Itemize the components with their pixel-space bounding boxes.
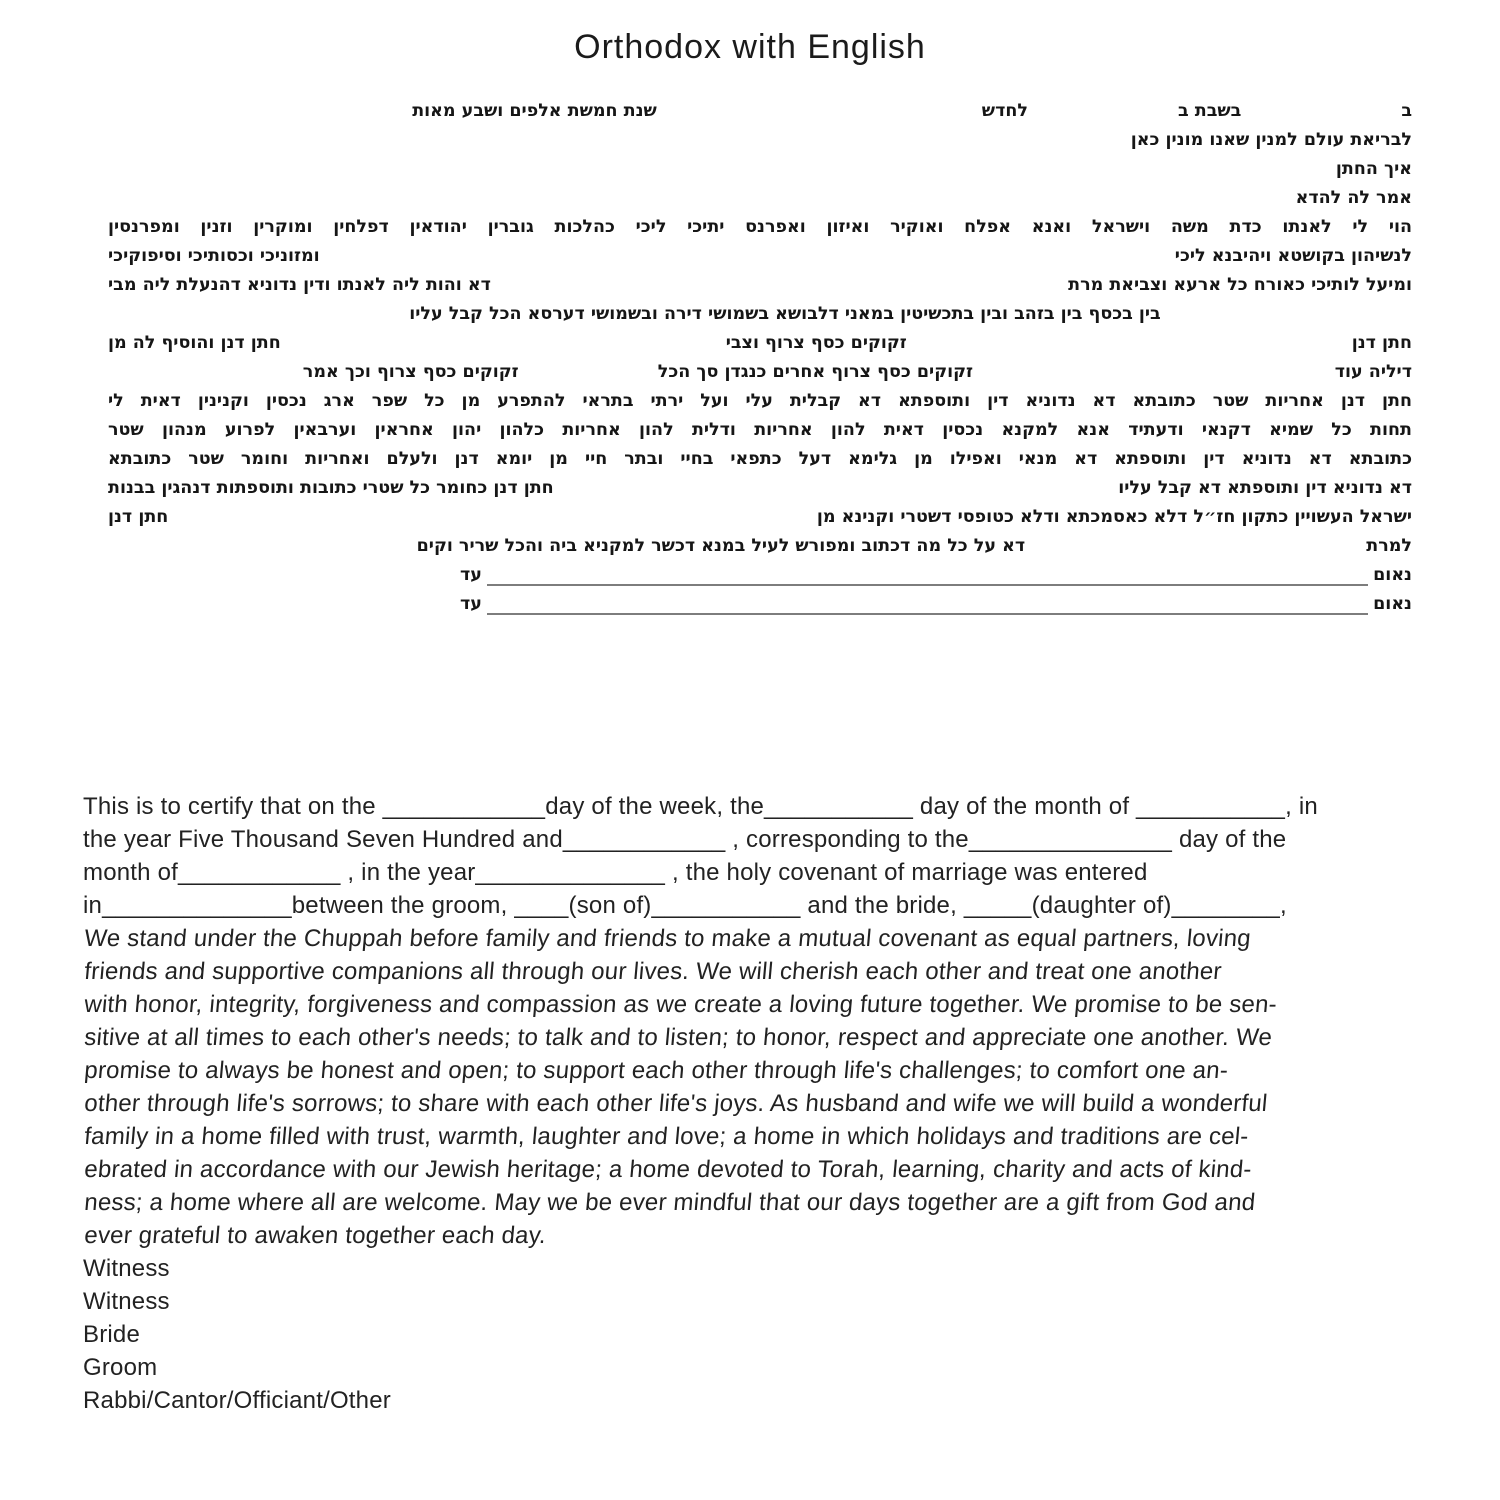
hebrew-date-line bbox=[108, 97, 1412, 126]
covenant-line-7: family in a home filled with trust, warmth, laughter and love; a home in which holidays and traditions are cel- bbox=[83, 1123, 1250, 1150]
document-title: Orthodox with English bbox=[574, 28, 926, 66]
covenant-line-4: sitive at all times to each other's needs; to talk and to listen; to honor, respect and appreciate one another. We bbox=[83, 1024, 1274, 1051]
witness-label-2: עד bbox=[460, 594, 482, 614]
hebrew-bride-left: דא והות ליה לאנתו ודין נדוניא דהנעלת ליה מבי bbox=[108, 275, 491, 295]
covenant-line-5: promise to always be honest and open; to support each other through life's challenges; to comfort one an- bbox=[83, 1057, 1230, 1084]
hebrew-year-label: שנת חמשת אלפים ושבע מאות bbox=[412, 101, 657, 121]
hebrew-confirmation-mid: דא על כל מה דכתוב ומפורש לעיל במנא דכשר למקניא ביה והכל שריר וקים bbox=[416, 536, 1026, 556]
signature-labels-block bbox=[83, 1252, 1432, 1417]
hebrew-bride-right: ומיעל לותיכי כאורח כל ארעא וצביאת מרת bbox=[1068, 275, 1412, 295]
hebrew-surety-line-1: חתן דנן אחריות שטר כתובתא דא נדוניא דין ותוספתא דא קבלית עלי ועל ירתי בתראי להתפרע מן כל שפר ארג נכסין וקנינין דאית לי bbox=[108, 391, 1412, 411]
blank-bride-name bbox=[1025, 550, 1366, 551]
signature-label-officiant: Rabbi/Cantor/Officiant/Other bbox=[83, 1387, 391, 1414]
covenant-line-1: We stand under the Chuppah before family and friends to make a mutual covenant as equal partners, loving bbox=[83, 925, 1253, 952]
hebrew-addition-mid: זקוקים כסף צרוף אחרים כנגדן סך הכל bbox=[657, 362, 973, 382]
certificate-line-2: the year Five Thousand Seven Hundred and____________ , corresponding to the_______________ day of the bbox=[83, 826, 1287, 853]
hebrew-acceptance-right: דא נדוניא דין ותוספתא דא קבל עליו bbox=[1118, 478, 1412, 498]
hebrew-month-label: לחדש bbox=[981, 101, 1028, 121]
hebrew-support-line bbox=[108, 242, 1412, 271]
signature-label-bride: Bride bbox=[83, 1321, 141, 1348]
hebrew-kinyan-line bbox=[108, 503, 1412, 532]
covenant-line-10: ever grateful to awaken together each day. bbox=[83, 1222, 548, 1249]
covenant-line-9: ness; a home where all are welcome. May we be ever mindful that our days together are a gift from God and bbox=[83, 1189, 1257, 1216]
hebrew-bride-consent-line bbox=[108, 271, 1412, 300]
hebrew-surety-line-2: תחות כל שמיא דקנאי ודעתיד אנא למקנא נכסין דאית להון אחריות ודלית להון אחריות כלהון יהון אחראין וערבאין לפרוע מנהון שטר bbox=[108, 420, 1412, 440]
hebrew-text-section bbox=[0, 97, 1500, 619]
certificate-line-1: This is to certify that on the ____________day of the week, the___________ day of the month of ___________, in bbox=[83, 793, 1318, 820]
blank-addition-3 bbox=[108, 376, 303, 377]
hebrew-witness-signature-line-1 bbox=[108, 561, 1412, 590]
hebrew-mohar-right: חתן דנן bbox=[1351, 333, 1412, 353]
hebrew-support-right: לנשיהון בקושטא ויהיבנא ליכי bbox=[1174, 246, 1412, 266]
witness-signature-field-2[interactable] bbox=[487, 597, 1368, 615]
hebrew-witness-signature-line-2 bbox=[108, 590, 1412, 619]
witness-signature-field-1[interactable] bbox=[487, 568, 1368, 586]
hebrew-support-left: ומזוניכי וכסותיכי וסיפוקיכי bbox=[108, 246, 320, 266]
english-text-section bbox=[0, 790, 1500, 1417]
hebrew-kinyan-left: חתן דנן bbox=[108, 507, 169, 527]
signature-label-groom: Groom bbox=[83, 1354, 158, 1381]
covenant-line-8: ebrated in accordance with our Jewish heritage; a home devoted to Torah, learning, charity and acts of kind- bbox=[83, 1156, 1253, 1183]
signature-speaker-label-2: נאום bbox=[1373, 594, 1412, 614]
blank-addition-2 bbox=[519, 376, 658, 377]
signature-left-margin-1 bbox=[108, 579, 460, 580]
covenant-paragraph bbox=[83, 922, 1432, 1252]
hebrew-addition-left: זקוקים כסף צרוף וכך אמר bbox=[302, 362, 519, 382]
covenant-line-6: other through life's sorrows; to share with each other life's joys. As husband and wife we will build a wonderful bbox=[83, 1090, 1269, 1117]
blank-day-of-month bbox=[1028, 115, 1178, 116]
hebrew-addition-right: דיליה עוד bbox=[1334, 362, 1412, 382]
hebrew-day-prefix: ב bbox=[1401, 101, 1412, 121]
hebrew-acceptance-left: חתן דנן כחומר כל שטרי כתובות ותוספתות דנהגין בבנות bbox=[108, 478, 554, 498]
blank-month-name bbox=[657, 115, 982, 116]
signature-speaker-label-1: נאום bbox=[1373, 565, 1412, 585]
hebrew-groom-line: איך החתן bbox=[1335, 159, 1412, 179]
signature-label-witness-1: Witness bbox=[83, 1255, 170, 1282]
hebrew-dowry-line: בין בכסף בין בזהב ובין בתכשיטין במאני דלבושא בשמושי דירה ובשמושי דערסא הכל קבל עליו bbox=[409, 304, 1161, 324]
signature-left-margin-2 bbox=[108, 608, 460, 609]
witness-label-1: עד bbox=[460, 565, 482, 585]
hebrew-mohar-line bbox=[108, 329, 1412, 358]
hebrew-mohar-left: חתן דנן והוסיף לה מן bbox=[108, 333, 281, 353]
covenant-line-2: friends and supportive companions all through our lives. We will cherish each other and treat one another bbox=[83, 958, 1223, 985]
certificate-line-3: month of____________ , in the year______________ , the holy covenant of marriage was entered bbox=[83, 859, 1148, 886]
signature-label-witness-2: Witness bbox=[83, 1288, 170, 1315]
hebrew-kinyan-right: ישראל העשויין כתקון חז״ל דלא כאסמכתא ודלא כטופסי דשטרי וקנינא מן bbox=[816, 507, 1412, 527]
hebrew-confirmation-line bbox=[108, 532, 1412, 561]
hebrew-surety-line-3: כתובתא דא נדוניא דין ותוספתא דא מנאי ואפילו מן גלימא דעל כתפאי בחיי ובתר חיי מן יומא דנן ולעלם ואחריות וחומר שטר כתובתא bbox=[108, 449, 1412, 469]
hebrew-said-line: אמר לה להדא bbox=[1295, 188, 1412, 208]
hebrew-week-label: בשבת ב bbox=[1177, 101, 1242, 121]
covenant-line-3: with honor, integrity, forgiveness and compassion as we create a loving future together. We promise to be sen- bbox=[83, 991, 1279, 1018]
hebrew-addition-line bbox=[108, 358, 1412, 387]
hebrew-acceptance-line bbox=[108, 474, 1412, 503]
blank-confirmation-end bbox=[108, 550, 417, 551]
hebrew-mohar-mid: זקוקים כסף צרוף וצבי bbox=[725, 333, 907, 353]
english-certificate-block bbox=[83, 790, 1432, 922]
blank-day-of-week bbox=[1241, 115, 1401, 116]
certificate-line-4: in______________between the groom, ____(son of)___________ and the bride, _____(daughter of)________, bbox=[83, 892, 1287, 919]
hebrew-betrothal-line: הוי לי לאנתו כדת משה וישראל ואנא אפלח ואוקיר ואיזון ואפרנס יתיכי ליכי כהלכות גוברין יהודאין דפלחין ומוקרין וזנין ומפרנסין bbox=[108, 217, 1412, 237]
hebrew-confirmation-right: למרת bbox=[1366, 536, 1412, 556]
hebrew-creation-line: לבריאת עולם למנין שאנו מונין כאן bbox=[1130, 130, 1412, 150]
blank-addition-1 bbox=[973, 376, 1335, 377]
